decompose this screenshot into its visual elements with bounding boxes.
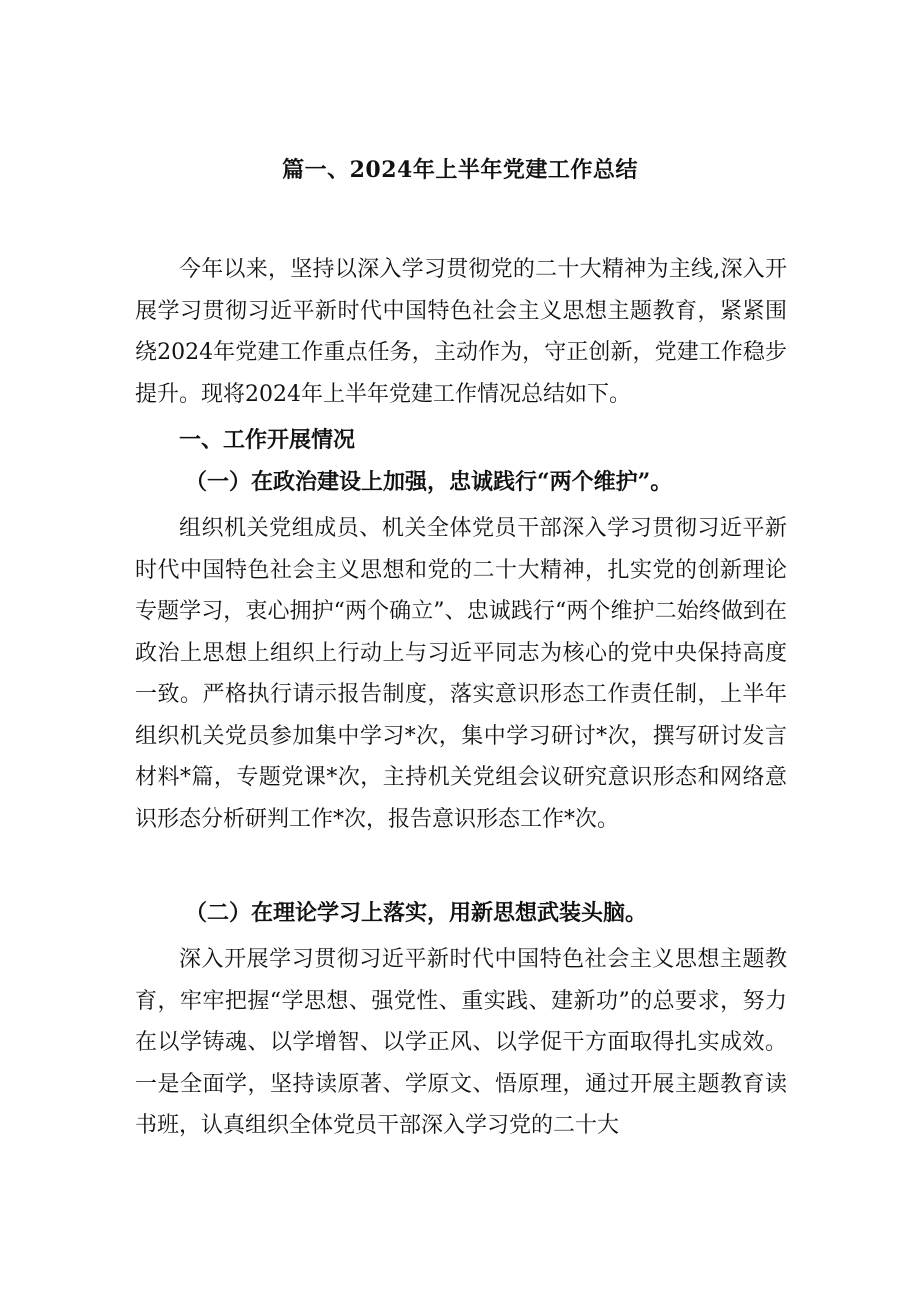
section-heading: 一、工作开展情况 [179,427,356,453]
subsection-paragraph: 组织机关党组成员、机关全体党员干部深入学习贯彻习近平新时代中国特色社会主义思想和党的二十大精神，扎实党的创新理论专题学习，衷心拥护“两个确立”、忠诚践行“两个维护二始终做到在政治上思想上组织上行动上与习近平同志为核心的党中央保持高度一致。严格执行请示报告制度，落实意识形态工作责任制，上半年组织机关党员参加集中学习*次，集中学习研讨*次，撰写研讨发言材料*篇，专题党课*次，主持机关党组会议研究意识形态和网络意识形态分析研判工作*次，报告意识形态工作*次。 [135,516,787,832]
intro-paragraph: 今年以来，坚持以深入学习贯彻党的二十大精神为主线,深入开展学习贯彻习近平新时代中国特色社会主义思想主题教育，紧紧围绕2024年党建工作重点任务，主动作为，守正创新，党建工作稳步提升。现将2024年上半年党建工作情况总结如下。 [135,257,787,407]
subsection-heading: （一）在政治建设上加强，忠诚践行“两个维护”。 [185,469,673,495]
document-title: 篇一、2024年上半年党建工作总结 [282,157,638,183]
subsection-paragraph: 深入开展学习贯彻习近平新时代中国特色社会主义思想主题教育，牢牢把握“学思想、强党性、重实践、建新功”的总要求，努力在以学铸魂、以学增智、以学正风、以学促干方面取得扎实成效。一是全面学，坚持读原著、学原文、悟原理，通过开展主题教育读书班，认真组织全体党员干部深入学习党的二十大 [135,947,787,1138]
subsection-heading: （二）在理论学习上落实，用新思想武装头脑。 [185,900,648,926]
